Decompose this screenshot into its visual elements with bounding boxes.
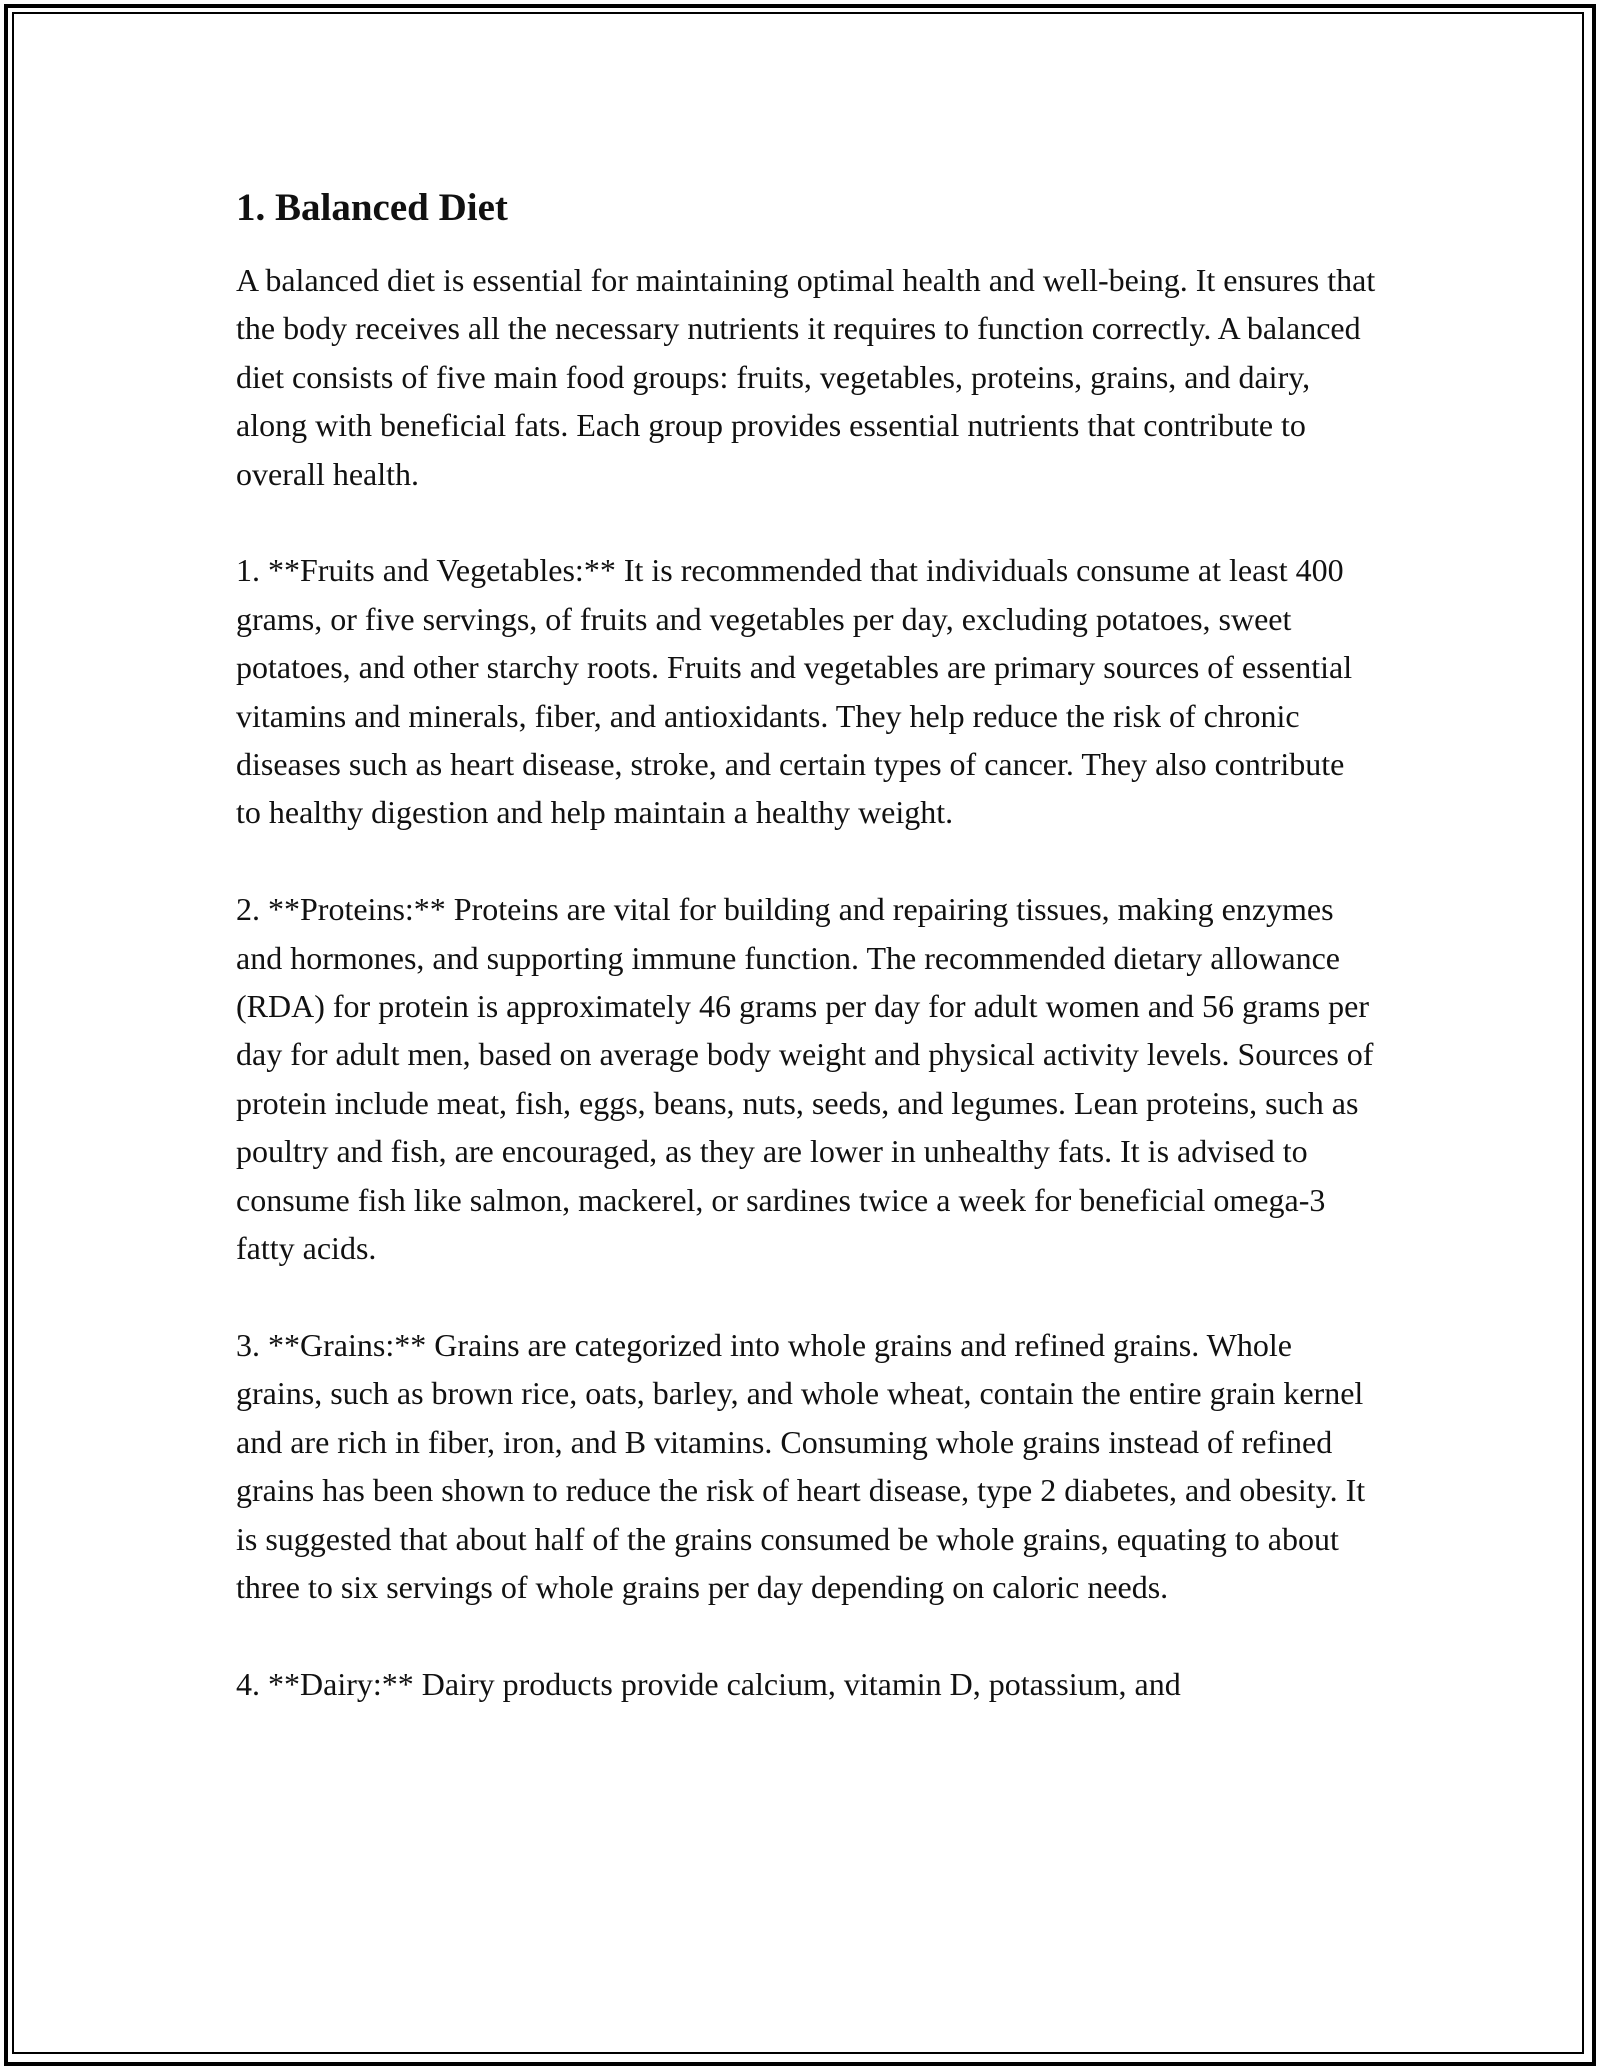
section-heading: 1. Balanced Diet [236, 186, 508, 229]
proteins-paragraph: 2. **Proteins:** Proteins are vital for building and repairing tissues, making enzymes and hormones, and supporting immune function. The recommended dietary allowance (RDA) for protein is approximately 46 grams per day for adult women and 56 grams per day for adult men, based on average body weight and physical activity levels. Sources of protein include meat, fish, eggs, beans, nuts, seeds, and legumes. Lean proteins, such as poultry and fish, are encouraged, as they are lower in unhealthy fats. It is advised to consume fish like salmon, mackerel, or sardines twice a week for beneficial omega-3 fatty acids. [236, 891, 1374, 1267]
grains-paragraph: 3. **Grains:** Grains are categorized into whole grains and refined grains. Whole grains, such as brown rice, oats, barley, and whole wheat, contain the entire grain kernel and are rich in fiber, iron, and B vitamins. Consuming whole grains instead of refined grains has been shown to reduce the risk of heart disease, type 2 diabetes, and obesity. It is suggested that about half of the grains consumed be whole grains, equating to about three to six servings of whole grains per day depending on caloric needs. [236, 1326, 1366, 1605]
dairy-paragraph: 4. **Dairy:** Dairy products provide calcium, vitamin D, potassium, and [236, 1665, 1181, 1702]
intro-paragraph: A balanced diet is essential for maintaining optimal health and well-being. It ensures that the body receives all the necessary nutrients it requires to function correctly. A balanced diet consists of five main food groups: fruits, vegetables, proteins, grains, and dairy, along with beneficial fats. Each group provides essential nutrients that contribute to overall health. [236, 262, 1376, 492]
fruits-vegetables-paragraph: 1. **Fruits and Vegetables:** It is recommended that individuals consume at least 400 grams, or five servings, of fruits and vegetables per day, excluding potatoes, sweet potatoes, and other starchy roots. Fruits and vegetables are primary sources of essential vitamins and minerals, fiber, and antioxidants. They help reduce the risk of chronic diseases such as heart disease, stroke, and certain types of cancer. They also contribute to healthy digestion and help maintain a healthy weight. [236, 552, 1353, 831]
document-body [236, 184, 1376, 1708]
